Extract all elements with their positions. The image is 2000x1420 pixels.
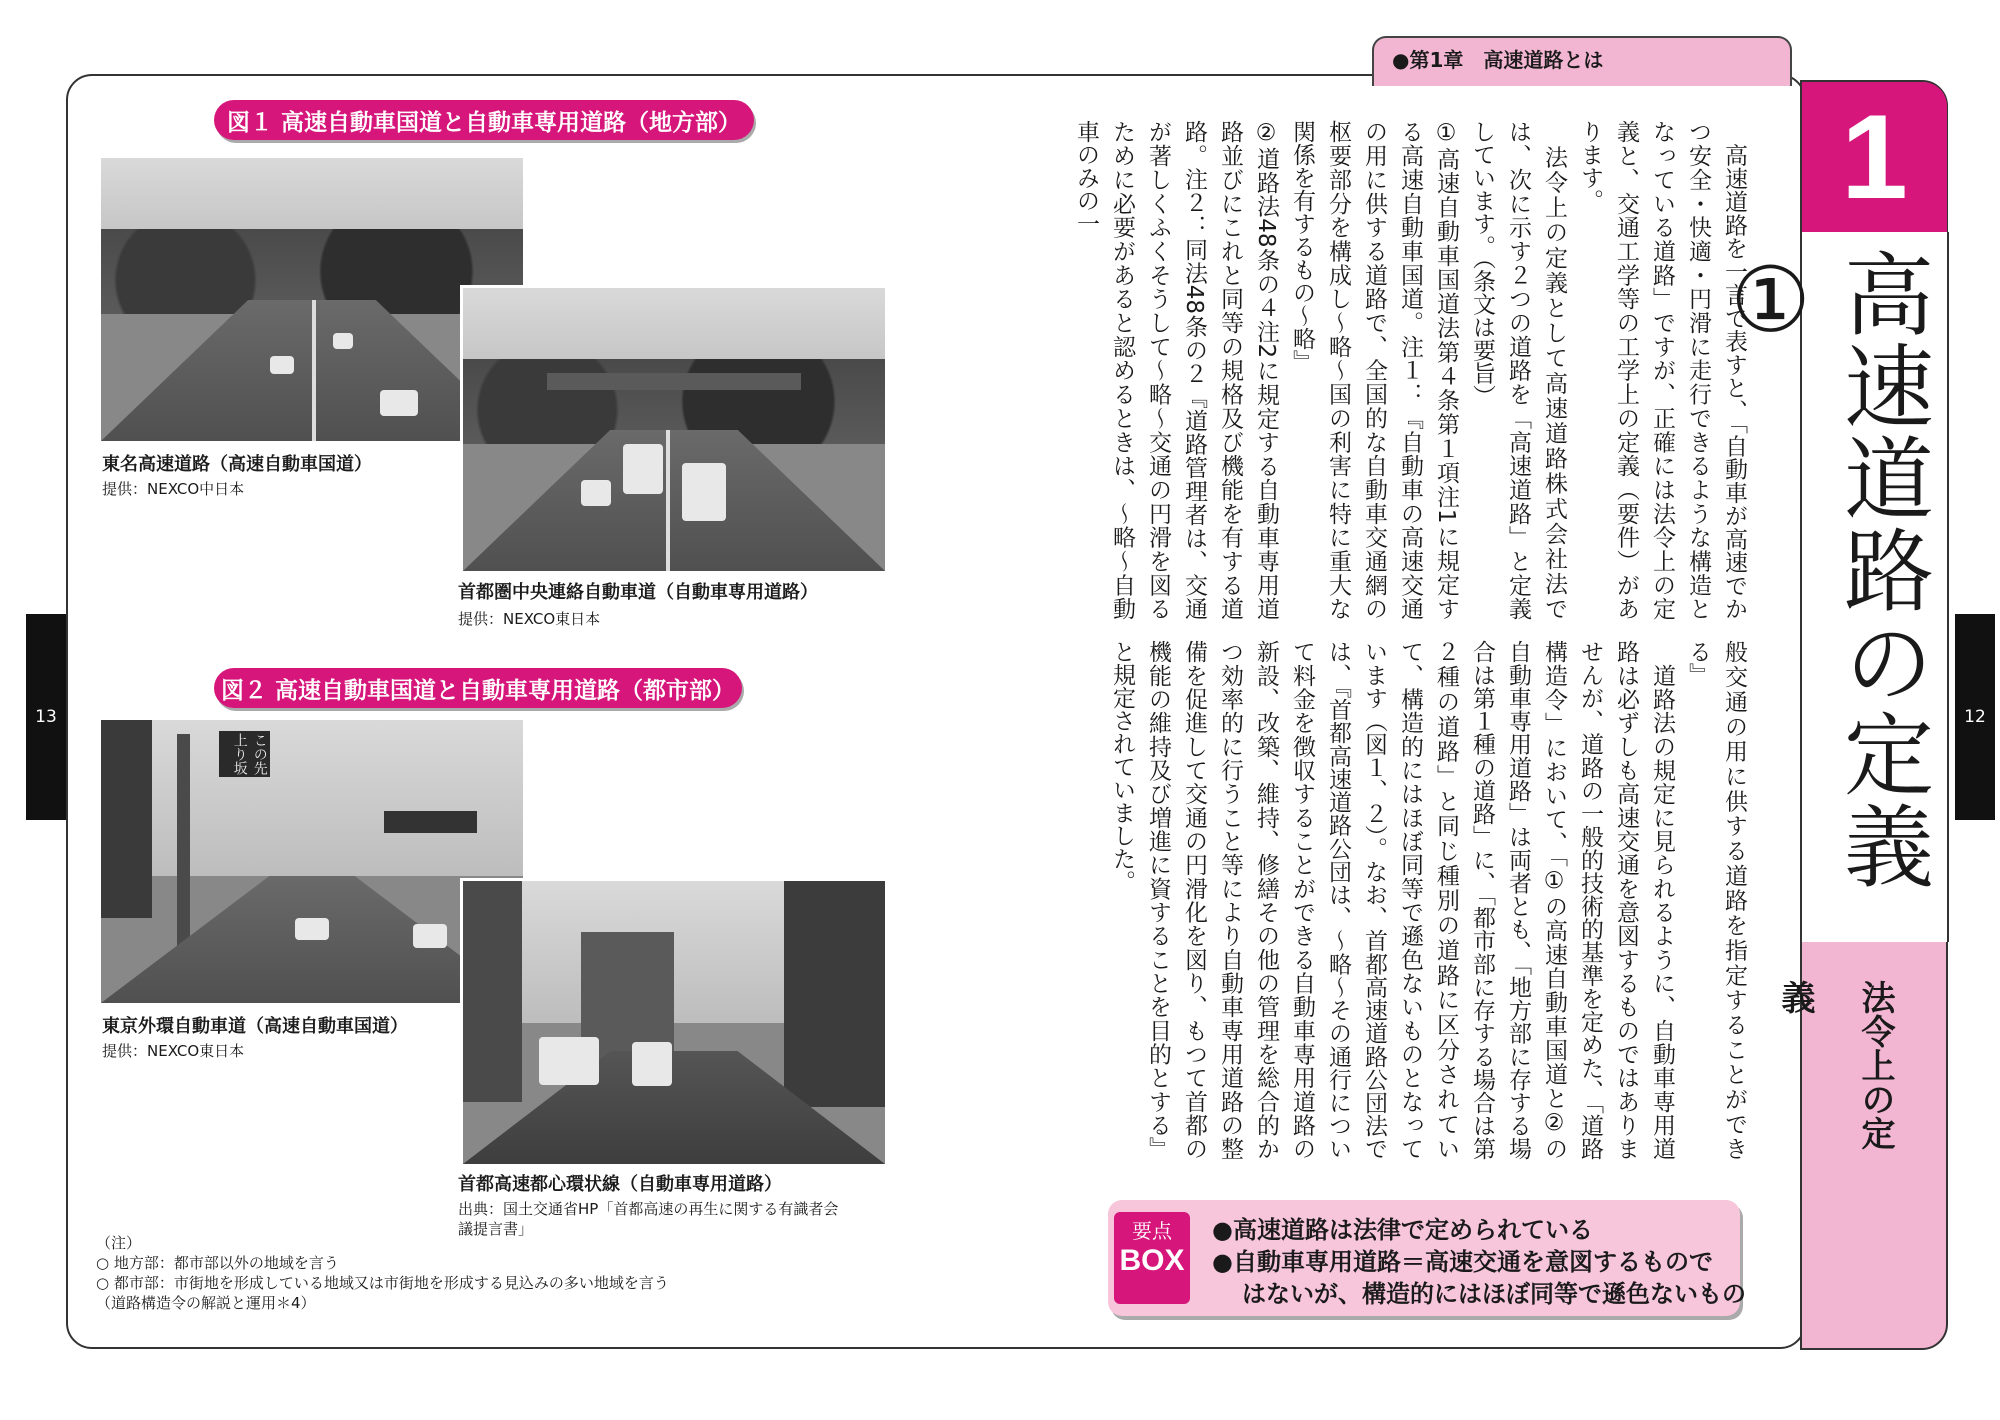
badge-bottom-label: BOX — [1119, 1244, 1185, 1277]
notes-item-urban: ○ 都市部：市街地を形成している地域又は市街地を形成する見込みの多い地域を言う — [96, 1274, 669, 1292]
page-title: 高速道路の定義① — [1718, 248, 1933, 892]
figure1-photo2-credit: 提供：NEXCO東日本 — [458, 610, 601, 628]
section-number: 1 — [1802, 82, 1947, 232]
body-text-bottom: 般交通の用に供する道路を指定することができる』 道路法の規定に見られるように、自動車専用道路は必ずしも高速交通を意図するものではありませんが、道路の一般的技術的基準を定めた、「道路構造令」において、「①の高速自動車国道と②の自動車専用道路」は両者とも、「地方部に存する場合は第１種の道路」に、「都市部に存する場合は第２種の道路」と同じ種別の道路に区分されていて、構造的にはほぼ同等で遜色ないものとなっています（図１、２）。なお、首都高速道路公団法では、『首都高速道路公団は、～略～その通行について料金を徴収することができる自動車専用道路の新設、改築、維持、修繕その他の管理を総合的かつ効率的に行うこと等により自動車専用道路の整備を促進して交通の円滑化を図り、もつて首都の機能の維持及び増進に資することを目的とする』と規定されていました。 — [1109, 640, 1747, 1160]
badge-top-label: 要点 — [1132, 1219, 1172, 1243]
page-number-right: 12 — [1955, 614, 1995, 820]
summary-point-2-cont: はないが、構造的にはほぼ同等で遜色ないもの — [1242, 1280, 1746, 1308]
figure2-heading: 図２ 高速自動車国道と自動車専用道路（都市部） — [214, 668, 742, 708]
photo-ken-o-expressway — [460, 285, 888, 574]
figure2-photo2-credit-line1: 出典：国土交通省HP「首都高速の再生に関する有識者会 — [458, 1200, 839, 1218]
page-number-left: 13 — [26, 614, 66, 820]
summary-points — [1212, 1214, 1746, 1310]
notes-label: （注） — [96, 1234, 142, 1252]
summary-point-1: ●高速道路は法律で定められている — [1212, 1216, 1593, 1244]
figure2-photo1-caption: 東京外環自動車道（高速自動車国道） — [102, 1016, 408, 1037]
figure-notes — [96, 1233, 669, 1313]
figure1-photo1-credit: 提供：NEXCO中日本 — [102, 480, 245, 498]
summary-badge — [1114, 1212, 1190, 1304]
body-text-top: 高速道路を一言で表すと、「自動車が高速でかつ安全・快適・円滑に走行できるような構造となっている道路」ですが、正確には法令上の定義と、交通工学等の工学上の定義（要件）があります。 法令上の定義として高速道路株式会社法では、次に示す２つの道路を「高速道路」と定義しています。（条文は要旨） ①高速自動車国道法第４条第１項注1に規定する高速自動車国道。注１：『自動車の高速交通の用に供する道路で、全国的な自動車交通網の枢要部分を構成し～略～国の利害に特に重大な関係を有するもの～略』 ②道路法48条の４注2に規定する自動車専用道路並びにこれと同等の規格及び機能を有する道路。注２：同法48条の２『道路管理者は、交通が著しくふくそうして～略～交通の円滑を図るために必要があると認めるときは、～略～自動車のみの一 — [1073, 120, 1747, 620]
summary-point-2: ●自動車専用道路＝高速交通を意図するもので — [1212, 1248, 1713, 1276]
figure2-photo1-credit: 提供：NEXCO東日本 — [102, 1042, 245, 1060]
road-sign: この先上り坂 — [219, 731, 270, 776]
photo-c1-inner-circular-route — [460, 878, 888, 1167]
chapter-header: ●第1章 高速道路とは — [1372, 36, 1792, 86]
figure2-photo2-caption: 首都高速都心環状線（自動車専用道路） — [458, 1174, 782, 1195]
notes-item-rural: ○ 地方部：都市部以外の地域を言う — [96, 1254, 339, 1272]
figure1-heading: 図１ 高速自動車国道と自動車専用道路（地方部） — [214, 100, 754, 140]
notes-item-source: （道路構造令の解説と運用＊4） — [96, 1294, 316, 1312]
figure1-photo1-caption: 東名高速道路（高速自動車国道） — [102, 454, 372, 475]
section-subtitle: 法令上の定義 — [1775, 980, 1895, 1150]
figure1-photo2-caption: 首都圏中央連絡自動車道（自動車専用道路） — [458, 582, 818, 603]
figure2-photo2-credit-line2: 議提言書」 — [458, 1220, 534, 1238]
